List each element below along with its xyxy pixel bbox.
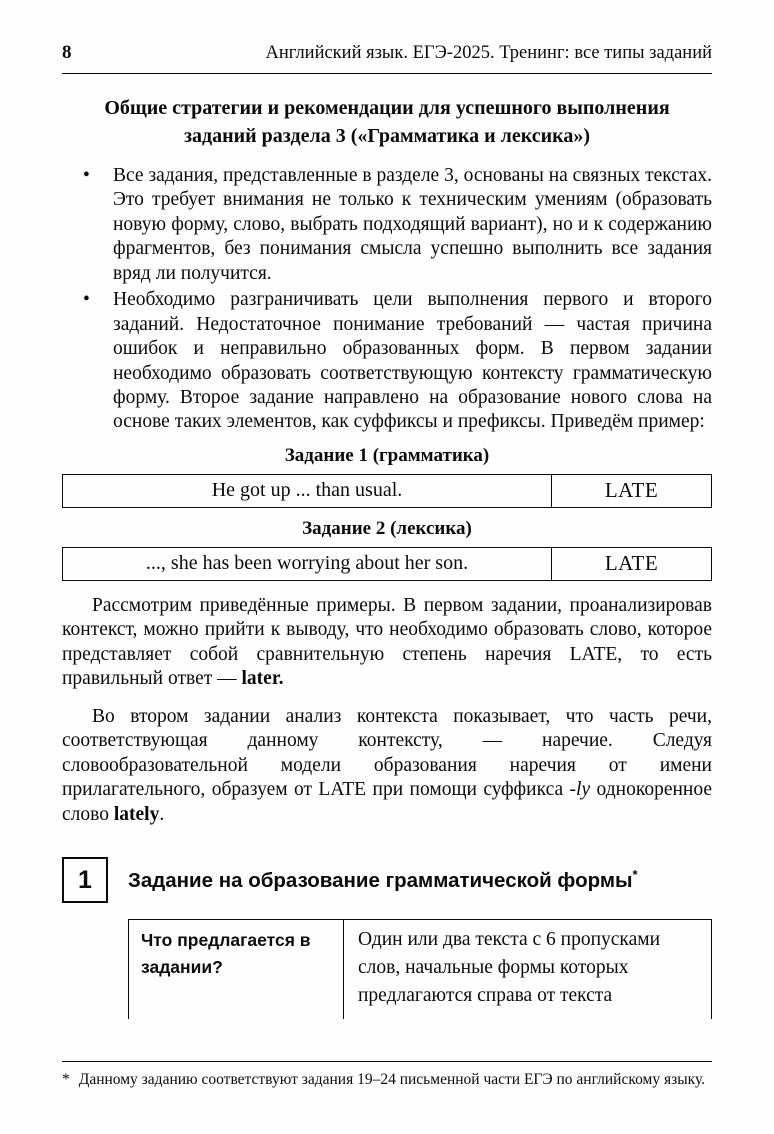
section-heading <box>62 94 712 151</box>
example2-answer-cell: LATE <box>552 547 712 580</box>
table-row <box>63 547 712 580</box>
footnote-asterisk: * <box>62 1070 70 1088</box>
paragraph-text: Рассмотрим приведённые примеры. В первом задании, проанализировав контекст, можно прийти к выводу, что необходимо образовать слово, которое представляет собой сравнительную степень наречия LATE, то есть правильный ответ — <box>62 594 712 690</box>
bold-answer-later: later. <box>241 668 284 690</box>
example1-answer-cell: LATE <box>552 474 712 507</box>
section-heading-line2: заданий раздела 3 («Грамматика и лексика») <box>183 125 591 148</box>
example2-table <box>62 547 712 581</box>
bullet-text: Необходимо разграничивать цели выполнения первого и второго заданий. Недостаточное понимание требований — частая причина ошибок и неправильно образованных форм. В первом задании необходимо образовать соответствующую контексту грамматическую форму. Второе задание направлено на образование нового слова на основе таких элементов, как суффиксы и префиксы. Приведём пример: <box>113 289 712 433</box>
footnote-text <box>62 1069 712 1090</box>
bullet-text: Все задания, представленные в разделе 3, основаны на связных текстах. Это требует внимания не только к техническим умениям (образовать новую форму, слово, выбрать подходящий вариант), но и к содержанию фрагментов, без понимания смысла успешно выполнить все задания вряд ли получится. <box>113 164 712 284</box>
analysis-paragraph-1 <box>62 594 712 692</box>
task-table-answer-cell: Один или два текста с 6 пропусками слов, начальные формы которых предлагаются справа от текста <box>344 920 712 1020</box>
paragraph-text: однокоренное слово <box>62 779 712 825</box>
task-number-box: 1 <box>62 857 108 903</box>
italic-suffix-ly: -ly <box>569 779 591 801</box>
example1-caption: Задание 1 (грамматика) <box>284 444 490 466</box>
example2-sentence-cell: ..., she has been worrying about her son. <box>63 547 552 580</box>
table-row <box>129 920 712 1020</box>
task-title <box>128 867 638 893</box>
section-heading-line1: Общие стратегии и рекомендации для успешного выполнения <box>104 97 670 119</box>
paragraph-text: . <box>159 803 165 825</box>
example1-table <box>62 474 712 508</box>
analysis-paragraph-2 <box>62 705 712 827</box>
table-row <box>63 474 712 507</box>
footnote <box>62 1061 712 1090</box>
strategy-bullet-list <box>62 164 712 435</box>
bullet-marker: • <box>83 164 90 186</box>
task-heading-row <box>62 857 712 903</box>
task-title-text: Задание на образование грамматической формы <box>128 868 633 892</box>
example1-sentence-cell: He got up ... than usual. <box>63 474 552 507</box>
bullet-item <box>62 164 712 286</box>
running-header <box>62 42 712 74</box>
bullet-marker: • <box>83 289 90 311</box>
footnote-body: Данному заданию соответствуют задания 19–24 письменной части ЕГЭ по английскому языку. <box>78 1070 706 1088</box>
example2-caption: Задание 2 (лексика) <box>302 517 472 539</box>
bold-answer-lately: lately <box>113 803 160 825</box>
page-number: 8 <box>62 42 72 63</box>
bullet-item <box>62 288 712 435</box>
task-description-table <box>128 919 712 1019</box>
running-header-title: Английский язык. ЕГЭ-2025. Тренинг: все типы заданий <box>265 43 712 63</box>
footnote-marker-sup: * <box>632 866 638 882</box>
paragraph-text: Во втором задании анализ контекста показывает, что часть речи, соответствующая данному контексту, — наречие. Следуя словообразовательной модели образования наречия от имени прилагательного, образуем от LATE при помощи суффикса <box>62 705 712 801</box>
task-table-question-cell: Что предлагается в задании? <box>129 920 344 1020</box>
